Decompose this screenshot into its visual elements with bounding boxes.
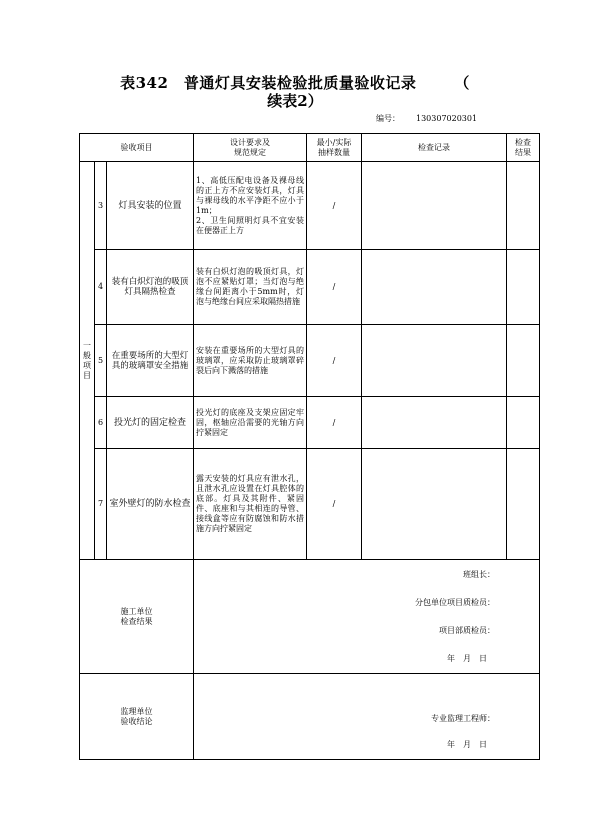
row-result[interactable]: [507, 250, 540, 325]
row-item: 投光灯的固定检查: [107, 397, 194, 449]
row-sample: /: [307, 162, 362, 250]
construction-label-l2: 检查结果: [120, 616, 153, 626]
row-design: 装有白炽灯泡的吸顶灯具，灯泡不应紧贴灯罩；当灯泡与绝缘台间距离小于5mm时，灯泡与绝缘台间应采取隔热措施: [194, 250, 307, 325]
construction-row: [80, 560, 540, 674]
row-record[interactable]: [362, 449, 507, 560]
row-number: 4: [95, 250, 107, 325]
row-number: 7: [95, 449, 107, 560]
header-design-l1: 设计要求及: [230, 137, 271, 147]
row-number: 5: [95, 325, 107, 397]
header-design: [194, 134, 307, 162]
supervision-label-l1: 监理单位: [120, 706, 153, 716]
row-item: 室外壁灯的防水检查: [107, 449, 194, 560]
form-code: [376, 113, 477, 124]
row-sample: /: [307, 325, 362, 397]
header-record: 检查记录: [362, 134, 507, 162]
row-number: 6: [95, 397, 107, 449]
construction-date: 年 月 日: [447, 654, 488, 663]
row-item: 在重要场所的大型灯具的玻璃罩安全措施: [107, 325, 194, 397]
header-result: [507, 134, 540, 162]
header-item: 验收项目: [80, 134, 194, 162]
construction-label-l1: 施工单位: [120, 606, 153, 616]
sub-quality-label: 分包单位项目质检员：: [415, 598, 496, 607]
row-sample: /: [307, 250, 362, 325]
row-design: 露天安装的灯具应有泄水孔，且泄水孔应设置在灯具腔体的底部。灯具及其附件、紧固件、底座和与其相连的导管、接线盒等应有防腐蚀和防水措施方向拧紧固定: [194, 449, 307, 560]
construction-signoff[interactable]: [194, 560, 540, 674]
inspection-table: [79, 133, 540, 760]
row-design: 1、高低压配电设备及裸母线的正上方不应安装灯具，灯具与裸母线的水平净距不应小于1m； 2、卫生间照明灯具不宜安装在便器正上方: [194, 162, 307, 250]
row-sample: /: [307, 449, 362, 560]
header-result-l1: 检查: [515, 137, 532, 147]
row-record[interactable]: [362, 397, 507, 449]
supervision-label-l2: 验收结论: [120, 716, 153, 726]
row-sample: /: [307, 397, 362, 449]
table-row: [80, 250, 540, 325]
table-row: [80, 162, 540, 250]
header-sample: [307, 134, 362, 162]
header-design-l2: 规范规定: [234, 147, 267, 157]
supervision-engineer-label: 专业监理工程师：: [431, 714, 496, 723]
row-record[interactable]: [362, 325, 507, 397]
group-label-text: 一般项目: [83, 340, 91, 380]
construction-label: [80, 560, 194, 674]
row-item: 灯具安装的位置: [107, 162, 194, 250]
row-record[interactable]: [362, 250, 507, 325]
table-row: [80, 397, 540, 449]
row-result[interactable]: [507, 397, 540, 449]
row-number: 3: [95, 162, 107, 250]
header-result-l2: 结果: [515, 147, 532, 157]
supervision-signoff[interactable]: [194, 674, 540, 760]
header-sample-l1: 最小/实际: [316, 137, 352, 147]
title-continuation: 续表2）: [267, 92, 323, 110]
row-result[interactable]: [507, 449, 540, 560]
header-row: [80, 134, 540, 162]
row-design: 投光灯的底座及支架应固定牢固，枢轴应沿需要的光轴方向拧紧固定: [194, 397, 307, 449]
row-record[interactable]: [362, 162, 507, 250]
table-row: [80, 325, 540, 397]
header-sample-l2: 抽样数量: [318, 147, 351, 157]
team-leader-label: 班组长：: [463, 570, 496, 579]
code-value: 130307020301: [416, 114, 478, 123]
project-quality-label: 项目部质检员：: [439, 626, 496, 635]
row-result[interactable]: [507, 162, 540, 250]
group-label: [80, 162, 95, 560]
supervision-label: [80, 674, 194, 760]
row-design: 安装在重要场所的大型灯具的玻璃罩，应采取防止玻璃罩碎裂后向下溅落的措施: [194, 325, 307, 397]
title-paren: （: [454, 74, 470, 92]
title-line1: 表342 普通灯具安装检验批质量验收记录: [120, 74, 417, 92]
row-item: 装有白炽灯泡的吸顶灯具隔热检查: [107, 250, 194, 325]
code-label: 编号：: [376, 114, 400, 123]
row-result[interactable]: [507, 325, 540, 397]
supervision-row: [80, 674, 540, 760]
supervision-date: 年 月 日: [447, 740, 488, 749]
table-row: [80, 449, 540, 560]
